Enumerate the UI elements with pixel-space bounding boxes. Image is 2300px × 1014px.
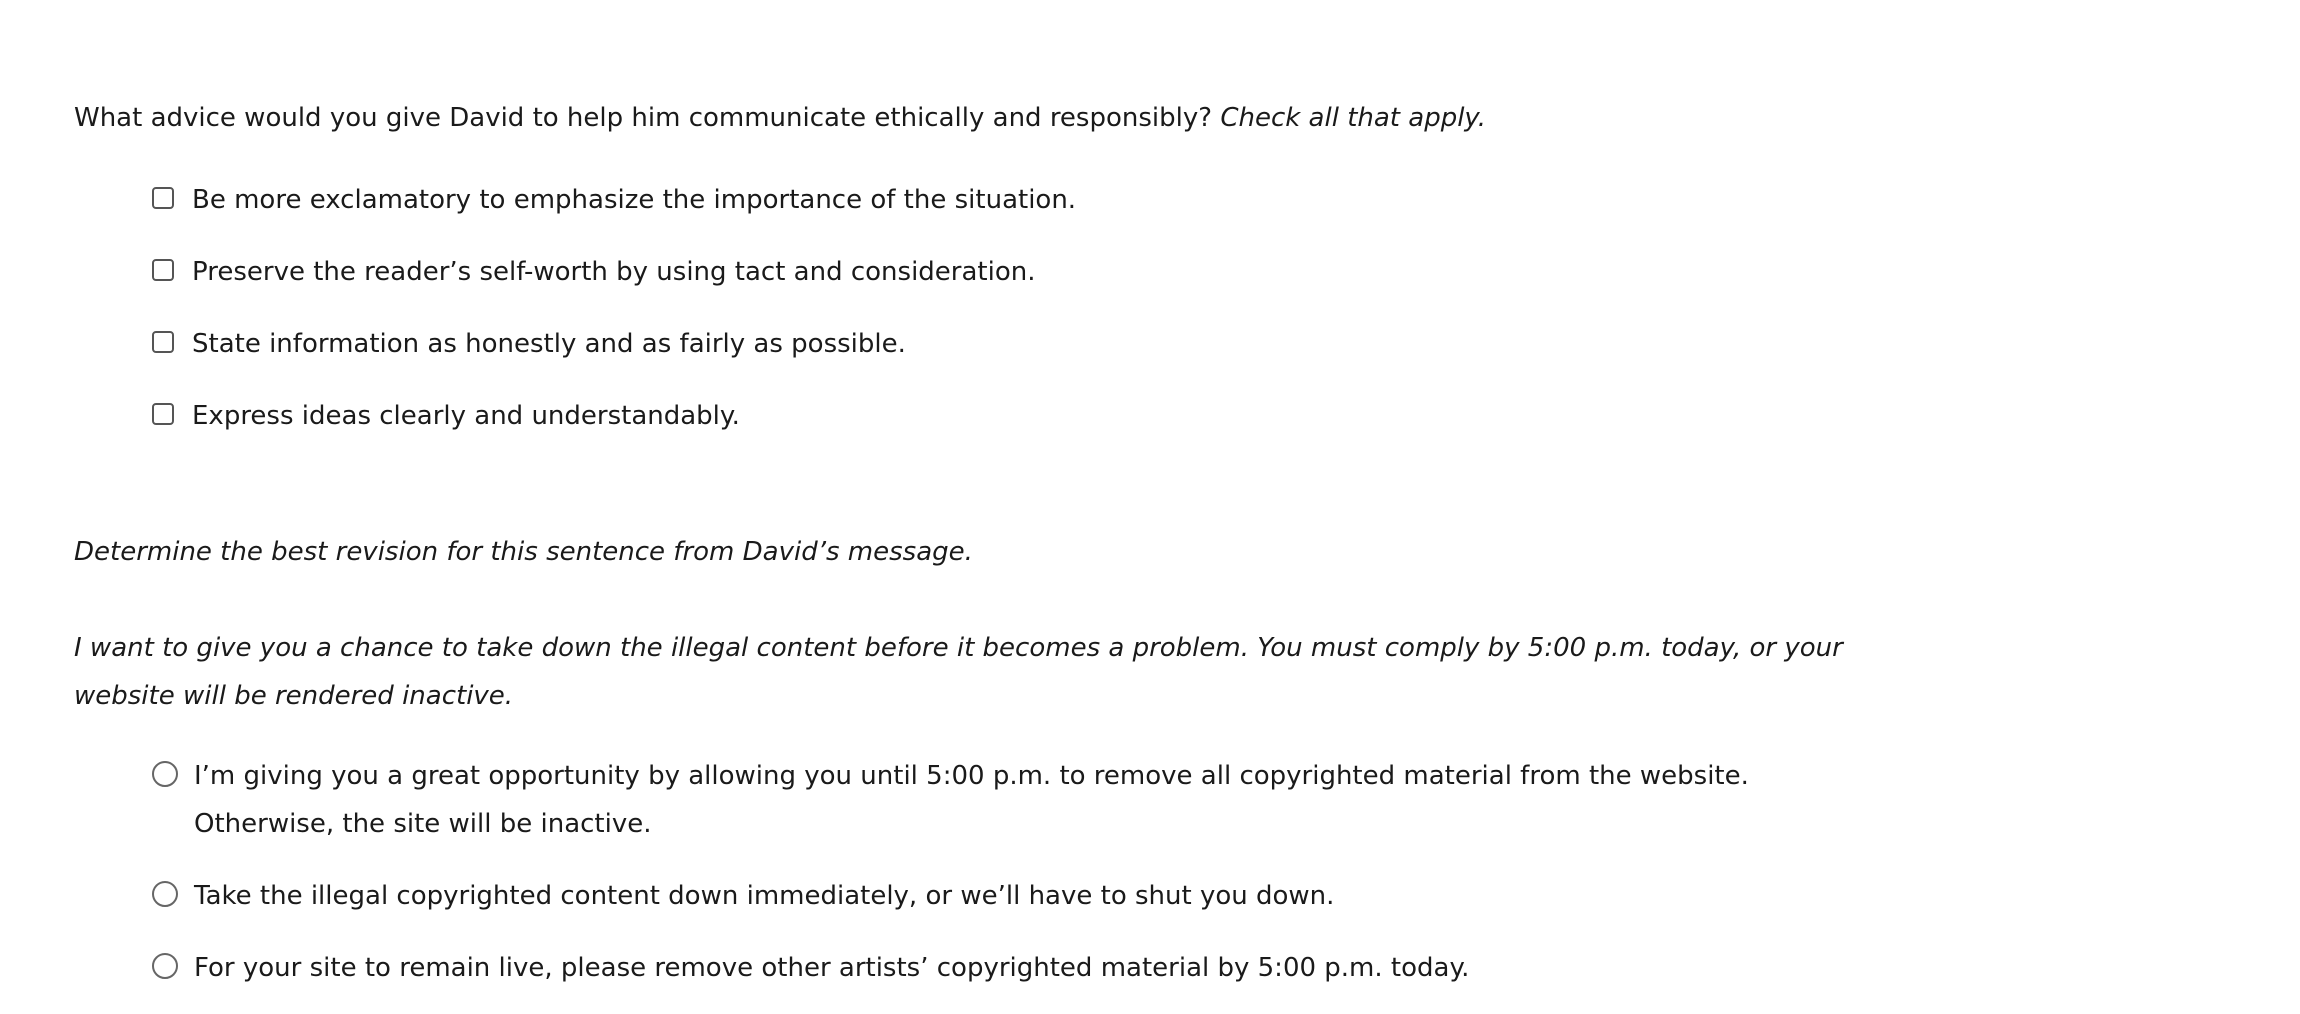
checkbox-option-label: State information as honestly and as fairly as possible.	[192, 329, 906, 359]
radio-unselected-icon[interactable]	[152, 881, 178, 907]
radio-option-label: Take the illegal copyrighted content down immediately, or we’ll have to shut you down.	[194, 881, 1335, 911]
checkbox-unchecked-icon[interactable]	[152, 187, 174, 209]
checkbox-option-label: Express ideas clearly and understandably.	[192, 401, 740, 431]
checkbox-unchecked-icon[interactable]	[152, 403, 174, 425]
radio-option-3[interactable]	[152, 944, 1469, 992]
radio-option-2[interactable]	[152, 872, 1334, 920]
checkbox-option-2[interactable]	[152, 248, 1036, 296]
radio-unselected-icon[interactable]	[152, 953, 178, 979]
checkbox-option-3[interactable]	[152, 320, 906, 368]
checkbox-unchecked-icon[interactable]	[152, 259, 174, 281]
radio-option-1[interactable]	[152, 752, 1852, 848]
question-2-instruction: Determine the best revision for this sentence from David’s message.	[74, 537, 973, 567]
checkbox-option-label: Be more exclamatory to emphasize the importance of the situation.	[192, 185, 1077, 215]
question-1-text: What advice would you give David to help him communicate ethically and responsibly?	[74, 103, 1213, 133]
question-1-instruction: Check all that apply.	[1220, 103, 1487, 133]
question-2-sentence: I want to give you a chance to take down the illegal content before it becomes a problem. You must comply by 5:00 p.m. today, or your website will be rendered inactive.	[74, 633, 1843, 711]
radio-unselected-icon[interactable]	[152, 761, 178, 787]
checkbox-option-1[interactable]	[152, 176, 1076, 224]
radio-option-label: For your site to remain live, please remove other artists’ copyrighted material by 5:00 p.m. today.	[194, 953, 1470, 983]
checkbox-option-label: Preserve the reader’s self-worth by using tact and consideration.	[192, 257, 1036, 287]
checkbox-option-4[interactable]	[152, 392, 740, 440]
question-1-prompt	[74, 100, 1486, 136]
radio-option-label: I’m giving you a great opportunity by allowing you until 5:00 p.m. to remove all copyrighted material from the website. Otherwise, the site will be inactive.	[194, 761, 1749, 839]
checkbox-unchecked-icon[interactable]	[152, 331, 174, 353]
